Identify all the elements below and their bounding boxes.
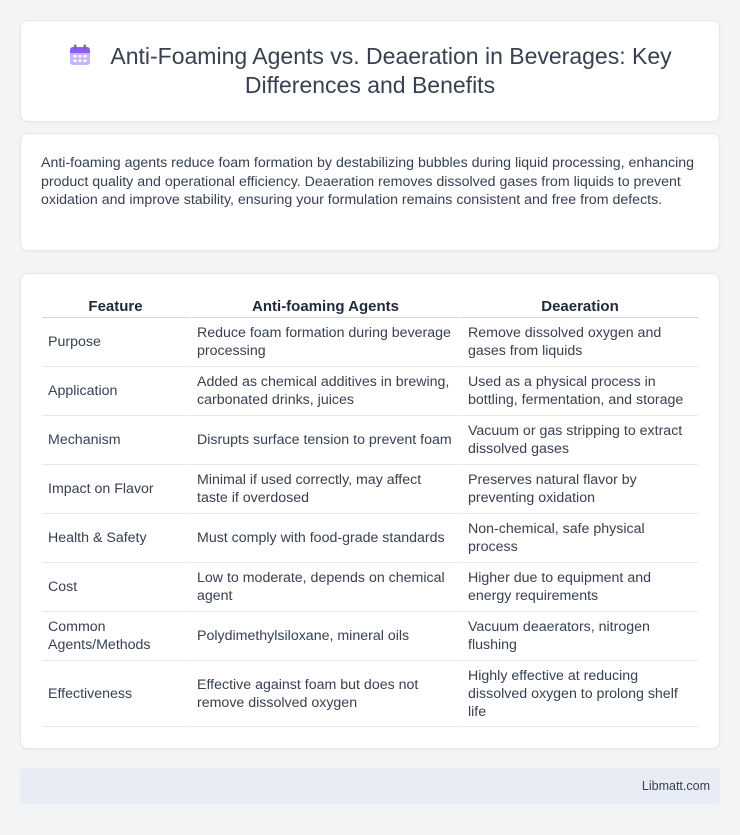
anti-foaming-cell: Added as chemical additives in brewing, carbonated drinks, juices (189, 367, 460, 416)
feature-cell: Common Agents/Methods (42, 612, 189, 661)
feature-cell: Purpose (42, 318, 189, 367)
page-title-text: Anti-Foaming Agents vs. Deaeration in Beverages: Key Differences and Benefits (110, 43, 672, 98)
feature-cell: Cost (42, 563, 189, 612)
comparison-table-card (20, 273, 720, 749)
header-deaeration: Deaeration (460, 296, 698, 318)
table-row (42, 612, 698, 661)
feature-cell: Mechanism (42, 416, 189, 465)
deaeration-cell: Higher due to equipment and energy requirements (460, 563, 698, 612)
header-feature: Feature (42, 296, 189, 318)
footer-brand[interactable]: Libmatt.com (641, 779, 710, 793)
feature-cell: Effectiveness (42, 661, 189, 727)
table-row (42, 367, 698, 416)
header-anti-foaming: Anti-foaming Agents (189, 296, 460, 318)
anti-foaming-cell: Minimal if used correctly, may affect taste if overdosed (189, 465, 460, 514)
anti-foaming-cell: Reduce foam formation during beverage processing (189, 318, 460, 367)
table-row (42, 563, 698, 612)
deaeration-cell: Non-chemical, safe physical process (460, 514, 698, 563)
anti-foaming-cell: Must comply with food-grade standards (189, 514, 460, 563)
page-title (51, 42, 689, 100)
calendar-icon (68, 43, 92, 67)
table-header-row (42, 296, 698, 318)
deaeration-cell: Vacuum or gas stripping to extract dissolved gases (460, 416, 698, 465)
deaeration-cell: Highly effective at reducing dissolved oxygen to prolong shelf life (460, 661, 698, 727)
feature-cell: Application (42, 367, 189, 416)
deaeration-cell: Used as a physical process in bottling, fermentation, and storage (460, 367, 698, 416)
deaeration-cell: Vacuum deaerators, nitrogen flushing (460, 612, 698, 661)
table-row (42, 514, 698, 563)
table-row (42, 661, 698, 727)
anti-foaming-cell: Polydimethylsiloxane, mineral oils (189, 612, 460, 661)
footer-bar (20, 768, 720, 804)
intro-card (20, 133, 720, 251)
table-row (42, 416, 698, 465)
deaeration-cell: Remove dissolved oxygen and gases from liquids (460, 318, 698, 367)
feature-cell: Impact on Flavor (42, 465, 189, 514)
anti-foaming-cell: Low to moderate, depends on chemical agent (189, 563, 460, 612)
title-card (20, 20, 720, 122)
anti-foaming-cell: Disrupts surface tension to prevent foam (189, 416, 460, 465)
feature-cell: Health & Safety (42, 514, 189, 563)
table-row (42, 465, 698, 514)
deaeration-cell: Preserves natural flavor by preventing oxidation (460, 465, 698, 514)
intro-text: Anti-foaming agents reduce foam formation by destabilizing bubbles during liquid processing, enhancing product quality and operational efficiency. Deaeration removes dissolved gases from liquids to prevent oxidation and improve stability, ensuring your formulation remains consistent and free from defects. (41, 155, 695, 208)
table-row (42, 318, 698, 367)
comparison-table (42, 296, 698, 727)
anti-foaming-cell: Effective against foam but does not remove dissolved oxygen (189, 661, 460, 727)
